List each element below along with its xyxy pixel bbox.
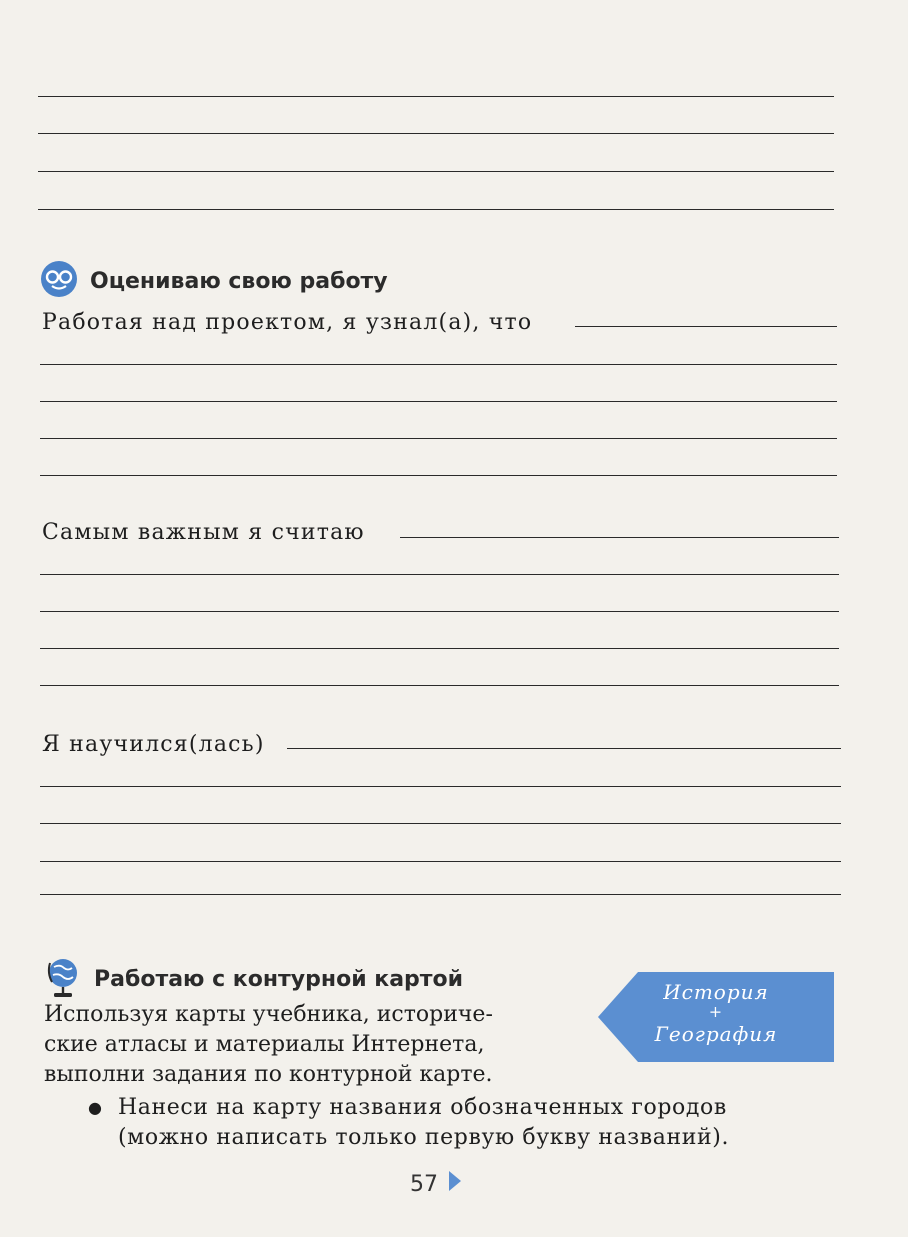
badge-line1: История — [663, 980, 769, 1004]
answer-line[interactable] — [40, 401, 837, 402]
answer-line[interactable] — [40, 894, 841, 895]
task-bullet-item — [88, 1093, 729, 1153]
history-geography-badge — [596, 970, 836, 1064]
answer-line[interactable] — [40, 685, 839, 686]
self-assessment-title: Оцениваю свою работу — [90, 268, 388, 294]
answer-line[interactable] — [40, 611, 839, 612]
prompt-learned: Работая над проектом, я узнал(а), что — [42, 310, 533, 335]
page-number — [410, 1170, 462, 1198]
self-assessment-heading — [40, 260, 388, 302]
page-number-text: 57 — [410, 1171, 438, 1197]
bullet-icon: ● — [88, 1098, 103, 1117]
answer-line[interactable] — [400, 537, 839, 538]
writing-line — [38, 171, 834, 172]
answer-line[interactable] — [40, 861, 841, 862]
prompt-learned-skill: Я научился(лась) — [42, 732, 265, 757]
instruction-line: выполни задания по контурной карте. — [44, 1062, 493, 1087]
globe-icon — [44, 955, 82, 1003]
answer-line[interactable] — [287, 748, 841, 749]
task-line: Нанеси на карту названия обозначенных городов — [118, 1095, 727, 1120]
answer-line[interactable] — [40, 574, 839, 575]
answer-line[interactable] — [40, 364, 837, 365]
instruction-line: Используя карты учебника, историче- — [44, 1002, 493, 1027]
answer-line[interactable] — [40, 786, 841, 787]
answer-line[interactable] — [40, 823, 841, 824]
writing-line — [38, 96, 834, 97]
badge-line2: География — [654, 1022, 778, 1046]
map-section-title: Работаю с контурной картой — [94, 966, 464, 992]
writing-line — [38, 133, 834, 134]
map-instructions — [44, 1000, 493, 1090]
map-section-heading — [44, 955, 463, 1003]
answer-line[interactable] — [40, 475, 837, 476]
answer-line[interactable] — [575, 326, 837, 327]
next-arrow-icon — [448, 1170, 462, 1198]
prompt-important: Самым важным я считаю — [42, 520, 365, 545]
instruction-line: ские атласы и материалы Интернета, — [44, 1032, 485, 1057]
task-line: (можно написать только первую букву названий). — [118, 1125, 730, 1150]
writing-line — [38, 209, 834, 210]
answer-line[interactable] — [40, 438, 837, 439]
self-assessment-icon — [40, 260, 78, 302]
answer-line[interactable] — [40, 648, 839, 649]
badge-plus: + — [708, 1002, 724, 1021]
